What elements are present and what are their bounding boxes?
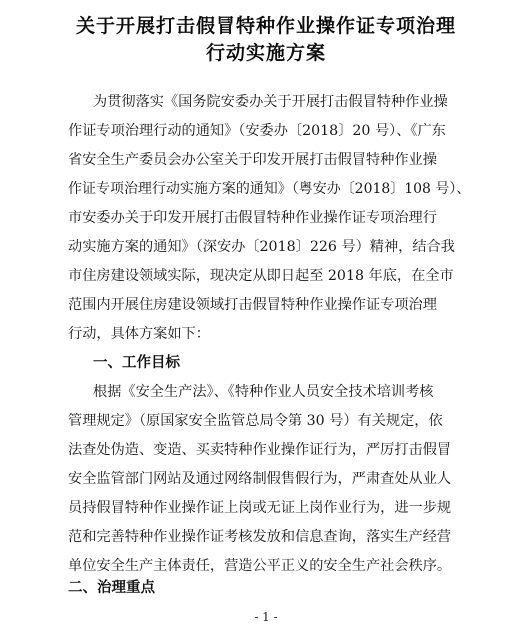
section1-paragraph-line xyxy=(0,465,532,494)
intro-line-6: 动实施方案的通知》（深安办〔2018〕226 号）精神，结合我 xyxy=(68,239,455,255)
intro-line-8: 范围内开展住房建设领域打击假冒特种作业操作证专项治理 xyxy=(68,297,437,313)
intro-paragraph-line xyxy=(0,175,532,204)
section1-paragraph-line xyxy=(0,436,532,465)
section1-line-5: 员持假冒特种作业操作证上岗或无证上岗作业行为，进一步规 xyxy=(68,500,452,516)
document-title-line-1: 关于开展打击假冒特种作业操作证专项治理 xyxy=(75,15,456,37)
section1-line-4: 安全监管部门网站及通过网络制假售假行为，严肃查处从业人 xyxy=(68,471,452,487)
intro-paragraph-line xyxy=(0,320,532,349)
section1-line-3: 法查处伪造、变造、买卖特种作业操作证行为，严厉打击假冒 xyxy=(68,442,452,458)
intro-paragraph-line xyxy=(0,117,532,146)
section1-line-2: 管理规定》（原国家安全监管总局令第 30 号）有关规定，依 xyxy=(68,413,443,429)
section1-line-6: 范和完善特种作业操作证考核发放和信息查询，落实生产经营 xyxy=(68,529,452,545)
intro-line-9: 行动，具体方案如下： xyxy=(68,326,210,342)
intro-paragraph-line xyxy=(0,88,532,117)
intro-paragraph-line xyxy=(0,146,532,175)
intro-paragraph-line xyxy=(0,262,532,291)
section1-paragraph-line xyxy=(0,378,532,407)
intro-line-4: 作证专项治理行动实施方案的通知》（粤安办〔2018〕108 号）、 xyxy=(68,181,471,197)
document-title-line-2: 行动实施方案 xyxy=(205,42,326,64)
section1-paragraph-line xyxy=(0,523,532,552)
intro-line-3: 省安全生产委员会办公室关于印发开展打击假冒特种作业操 xyxy=(68,152,437,168)
section-heading-key-points: 二、治理重点 xyxy=(68,580,155,596)
intro-line-5: 市安委办关于印发开展打击假冒特种作业操作证专项治理行 xyxy=(68,210,437,226)
intro-paragraph-line xyxy=(0,204,532,233)
intro-paragraph-line xyxy=(0,233,532,262)
section1-paragraph-line xyxy=(0,407,532,436)
section-heading-work-goals: 一、工作目标 xyxy=(93,355,180,371)
page-number: - 1 - xyxy=(254,610,278,624)
intro-line-1: 为贯彻落实《国务院安委办关于开展打击假冒特种作业操 xyxy=(93,94,448,110)
intro-paragraph-line xyxy=(0,291,532,320)
intro-line-2: 作证专项治理行动的通知》（安委办〔2018〕20 号）、《广东 xyxy=(68,123,446,139)
section1-paragraph-line xyxy=(0,494,532,523)
section1-line-7: 单位安全生产主体责任，营造公平正义的安全生产社会秩序。 xyxy=(68,558,452,574)
section1-line-1: 根据《安全生产法》、《特种作业人员安全技术培训考核 xyxy=(93,384,434,400)
intro-line-7: 市住房建设领域实际，现决定从即日起至 2018 年底，在全市 xyxy=(68,268,454,284)
